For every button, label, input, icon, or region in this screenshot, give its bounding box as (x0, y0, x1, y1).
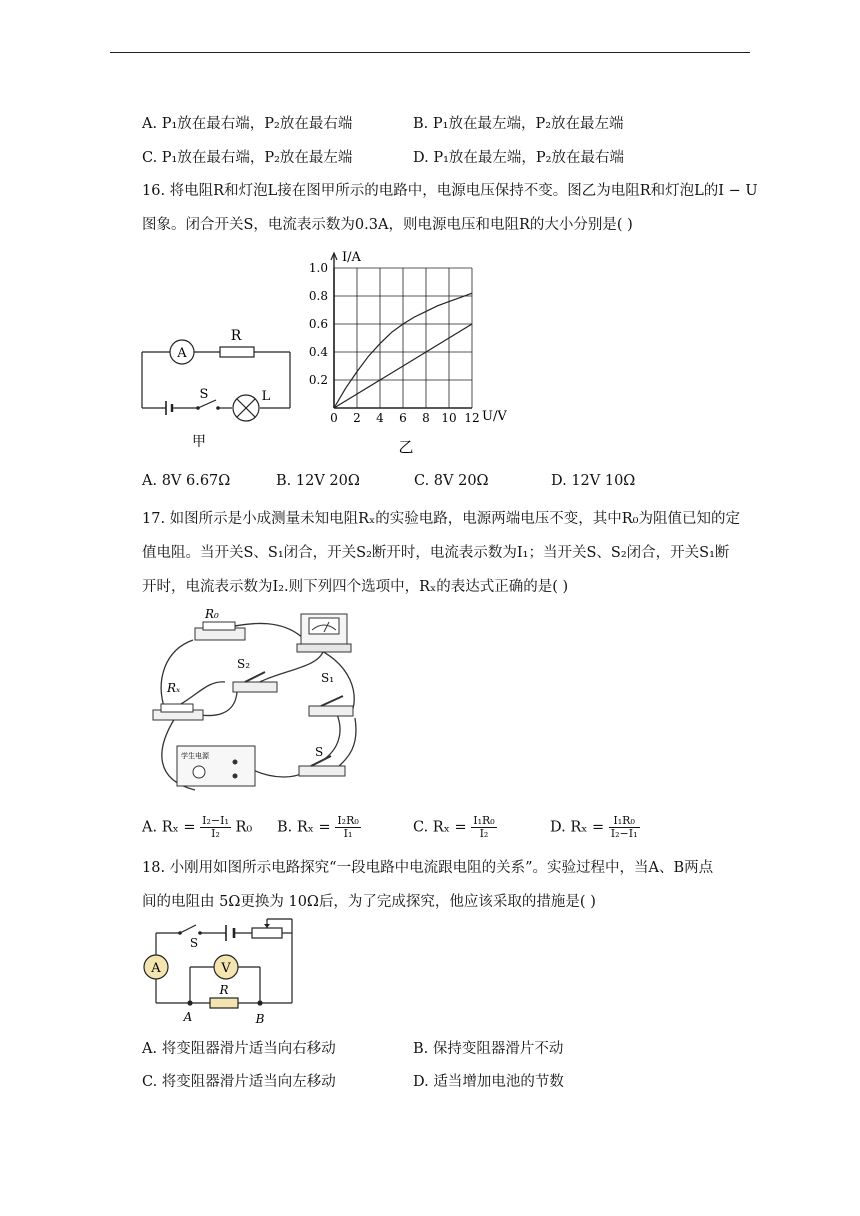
s1-label: S₁ (321, 671, 335, 685)
q17-circuit-photo (145, 600, 365, 800)
q17-option-d (550, 815, 640, 840)
q17-stem-line2: 值电阻。当开关S、S₁闭合，开关S₂断开时，电流表示数为I₁；当开关S、S₂闭合，开关S₁断 (142, 545, 730, 561)
q17-c-denominator: I₂ (479, 827, 489, 840)
q17-a-numerator: I₂−I₁ (202, 814, 229, 827)
chart-x-tick: 8 (422, 411, 430, 425)
chart-x-label: U/V (482, 409, 507, 424)
q17-d-denominator: I₂−I₁ (610, 827, 638, 840)
point-b-label: B (255, 1012, 265, 1026)
s1-switch-device (309, 696, 353, 716)
q18-stem-line2: 间的电阻由 5Ω更换为 10Ω后，为了完成探究，他应该采取的措施是( ) (142, 894, 596, 910)
q17-a-prefix: A. Rₓ = (142, 819, 196, 836)
chart-x-tick: 12 (464, 411, 480, 425)
lamp-symbol (233, 395, 259, 421)
chart-y-tick: 0.4 (308, 345, 328, 359)
chart-x-tick: 10 (441, 411, 457, 425)
q16-option-d: D. 12V 10Ω (551, 473, 636, 489)
r0-resistor-device (195, 622, 245, 640)
q16-option-c: C. 8V 20Ω (414, 473, 489, 489)
q17-stem-line3: 开时，电流表示数为I₂.则下列四个选项中，Rₓ的表达式正确的是( ) (142, 579, 569, 595)
q17-b-denominator: I₁ (343, 827, 353, 840)
q17-b-prefix: B. Rₓ = (277, 819, 331, 836)
resistor-label: R (230, 328, 242, 344)
q16-option-a: A. 8V 6.67Ω (142, 473, 231, 489)
chart-y-label: I/A (342, 250, 361, 265)
q15-option-d: D. P₁放在最左端，P₂放在最右端 (413, 150, 624, 166)
q16-circuit-jia (132, 318, 302, 458)
q18-option-d: D. 适当增加电池的节数 (413, 1074, 564, 1090)
s2-label: S₂ (237, 657, 251, 671)
switch-label: S (199, 387, 209, 402)
rx-label: Rₓ (167, 681, 181, 695)
fig-jia-caption: 甲 (192, 434, 206, 450)
q15-option-b: B. P₁放在最左端，P₂放在最左端 (413, 116, 624, 132)
ammeter-device (297, 614, 351, 652)
resistor-label: R (219, 983, 229, 997)
q17-c-numerator: I₁R₀ (473, 814, 495, 827)
q18-circuit (138, 915, 308, 1030)
q17-c-prefix: C. Rₓ = (413, 819, 467, 836)
s2-switch-device (233, 672, 277, 692)
ammeter-label: A (177, 346, 187, 361)
rx-resistor-device (153, 704, 203, 720)
s-label: S (315, 745, 324, 759)
q18-option-a: A. 将变阻器滑片适当向右移动 (142, 1041, 336, 1057)
q17-d-numerator: I₁R₀ (609, 815, 640, 828)
voltmeter-label: V (221, 961, 231, 976)
q16-option-b: B. 12V 20Ω (276, 473, 360, 489)
q17-option-c (413, 815, 497, 840)
q17-stem-line1: 17. 如图所示是小成测量未知电阻Rₓ的实验电路，电源两端电压不变，其中R₀为阻值已知的定 (142, 511, 740, 527)
q17-option-b (277, 815, 361, 840)
q15-option-a: A. P₁放在最右端，P₂放在最右端 (142, 116, 353, 132)
q17-d-prefix: D. Rₓ = (550, 819, 605, 836)
chart-x-tick: 2 (353, 411, 361, 425)
header-rule (110, 52, 750, 53)
q18-stem-line1: 18. 小刚用如图所示电路探究“一段电路中电流跟电阻的关系”。实验过程中，当A、B两点 (142, 860, 714, 876)
q16-chart-yi (300, 244, 530, 464)
chart-y-tick: 0.2 (308, 373, 328, 387)
s-switch-device (299, 756, 345, 776)
switch-label: S (189, 936, 199, 950)
q15-option-c: C. P₁放在最右端，P₂放在最左端 (142, 150, 353, 166)
resistor-symbol (210, 998, 238, 1008)
chart-x-tick: 4 (376, 411, 384, 425)
q17-option-a (142, 815, 252, 840)
ammeter-label: A (151, 961, 161, 976)
chart-x-tick: 0 (330, 411, 338, 425)
power-supply-label: 学生电源 (181, 752, 209, 760)
q17-a-suffix: R₀ (235, 819, 253, 836)
q17-a-denominator: I₂ (211, 827, 220, 840)
q18-option-b: B. 保持变阻器滑片不动 (413, 1041, 564, 1057)
q17-b-numerator: I₂R₀ (337, 814, 359, 827)
q16-stem-line2: 图象。闭合开关S，电流表示数为0.3A，则电源电压和电阻R的大小分别是( ) (142, 217, 633, 233)
point-a-label: A (183, 1010, 193, 1024)
lamp-label: L (261, 389, 271, 404)
chart-x-tick: 6 (399, 411, 407, 425)
chart-y-tick: 0.8 (308, 289, 328, 303)
chart-y-tick: 1.0 (308, 261, 328, 275)
chart-y-tick: 0.6 (308, 317, 328, 331)
q18-option-c: C. 将变阻器滑片适当向左移动 (142, 1074, 336, 1090)
chart-caption: 乙 (398, 438, 414, 456)
q16-stem-line1: 16. 将电阻R和灯泡L接在图甲所示的电路中，电源电压保持不变。图乙为电阻R和灯泡L的I − U (142, 183, 758, 199)
r0-label: R₀ (205, 607, 219, 621)
